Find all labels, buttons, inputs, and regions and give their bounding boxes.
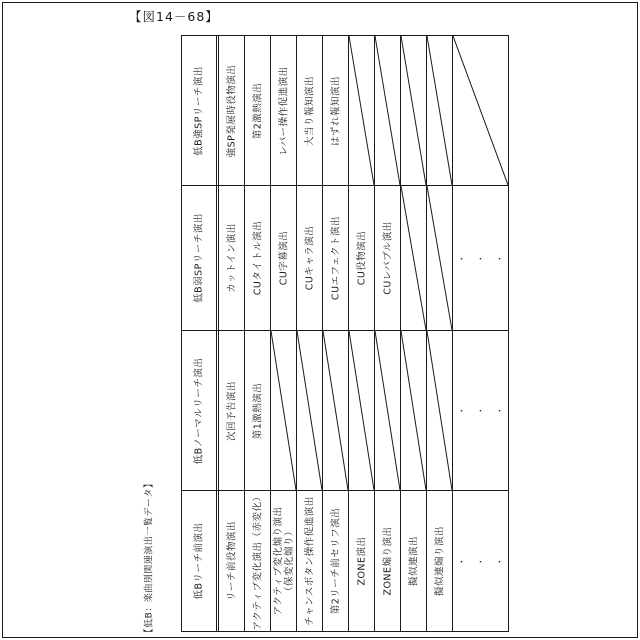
diagonal-strike-line	[323, 331, 348, 490]
cell-text	[226, 64, 237, 157]
crossed-out-cell	[453, 36, 508, 185]
diagonal-strike-line	[297, 331, 322, 490]
cell-text	[278, 231, 289, 286]
diagonal-strike-line	[401, 186, 426, 330]
cell-text-line: 強SP発展時役物演出	[226, 64, 237, 157]
table-cell	[375, 491, 401, 631]
cell-text-line: CU役物演出	[356, 230, 367, 286]
row-header-cell	[182, 186, 219, 330]
ellipsis-dots: ・・・	[457, 407, 515, 417]
cell-text-line: CUタイトル演出	[252, 220, 263, 296]
table-cell	[219, 186, 245, 330]
table-caption: 【低B：楽曲別関連演出一覧データ】	[144, 478, 155, 638]
diagonal-strike-line	[349, 331, 374, 490]
cell-text	[304, 226, 315, 291]
row-header-text: 低Bリーチ前演出	[193, 522, 205, 600]
table-cell	[375, 186, 401, 330]
cell-text	[408, 536, 419, 586]
cell-text-line: 擬似連演出	[408, 535, 419, 587]
diagonal-strike-line	[453, 36, 508, 185]
ellipsis-cell	[453, 186, 515, 330]
cell-text-line: 第2リーチ前セリフ演出	[330, 507, 341, 615]
crossed-out-cell	[323, 331, 349, 490]
cell-text	[252, 221, 263, 295]
cell-text	[382, 221, 393, 295]
table-cell	[245, 186, 271, 330]
cell-text	[382, 526, 393, 595]
crossed-out-cell	[271, 331, 297, 490]
cell-text-line: CUレバブル演出	[382, 221, 393, 295]
diagonal-strike-line	[349, 36, 374, 185]
table-row-band	[182, 36, 508, 186]
cell-text-line: 大当り報知演出	[304, 75, 315, 146]
cell-text	[330, 216, 341, 300]
cell-text-line: チャンスボタン操作促進演出	[304, 496, 315, 626]
cell-text-line: アクティブ変化演出（赤変化）	[252, 491, 263, 631]
ellipsis-dots: ・・・	[457, 254, 515, 265]
cell-text	[252, 492, 263, 631]
row-header-text: 低B強SPリーチ演出	[193, 65, 205, 156]
table-cell	[297, 36, 323, 185]
table-row-band	[182, 331, 515, 491]
crossed-out-cell	[375, 36, 401, 185]
diagonal-strike-line	[375, 331, 400, 490]
table-cell	[323, 491, 349, 631]
table-cell	[245, 331, 271, 490]
cell-text	[304, 75, 315, 145]
cell-text-line: 次回予告演出	[226, 380, 237, 441]
cell-text	[356, 536, 367, 585]
row-header-cell	[182, 491, 219, 631]
table-cell	[245, 36, 271, 185]
cell-text-line: CU字幕演出	[278, 230, 289, 286]
cell-text-line: CUエフェクト演出	[330, 215, 341, 301]
cell-text	[330, 508, 341, 615]
table-row-band	[182, 186, 515, 331]
crossed-out-cell	[349, 331, 375, 490]
crossed-out-cell	[401, 36, 427, 185]
cell-text-line: CUキャラ演出	[304, 225, 315, 291]
cell-text	[226, 521, 237, 601]
cell-text	[304, 496, 315, 625]
table-cell	[219, 331, 245, 490]
table-cell	[349, 491, 375, 631]
cell-text	[273, 507, 295, 616]
row-header-cell	[182, 36, 219, 185]
table-row-band	[182, 491, 515, 631]
diagonal-strike-line	[271, 331, 296, 490]
table-cell	[401, 491, 427, 631]
table-cell	[271, 36, 297, 185]
table-cell	[323, 36, 349, 185]
table-cell	[349, 186, 375, 330]
cell-text-line: （保変化煽り）	[283, 526, 295, 597]
row-header-text: 低B弱SPリーチ演出	[193, 213, 205, 303]
cell-text	[434, 526, 445, 596]
diagonal-strike-line	[401, 36, 426, 185]
cell-text-line: ZONE煽り演出	[382, 526, 393, 596]
cell-text-line: 第2激熱演出	[252, 82, 263, 139]
diagonal-strike-line	[375, 36, 400, 185]
crossed-out-cell	[375, 331, 401, 490]
table-cell	[323, 186, 349, 330]
crossed-out-cell	[297, 331, 323, 490]
cell-text-line: 擬似連煽り演出	[434, 525, 445, 597]
table-cell	[297, 491, 323, 631]
cell-text	[252, 382, 263, 439]
crossed-out-cell	[427, 36, 453, 185]
crossed-out-cell	[349, 36, 375, 185]
cell-text	[330, 75, 341, 145]
cell-text-line: アクティブ変化煽り演出	[272, 506, 284, 616]
cell-text-line: はずれ報知演出	[330, 75, 341, 146]
effect-list-table	[181, 35, 515, 632]
cell-text-line: 第1激熱演出	[252, 382, 263, 439]
table-cell	[271, 186, 297, 330]
cell-text-line: リーチ前役物演出	[226, 520, 237, 602]
cell-text	[252, 82, 263, 139]
table-cell	[219, 36, 245, 185]
cell-text	[356, 231, 367, 286]
diagonal-strike-line	[427, 36, 452, 185]
crossed-out-cell	[401, 331, 427, 490]
row-header-cell	[182, 331, 219, 490]
cell-text-line: カットイン演出	[226, 223, 237, 293]
cell-text	[226, 223, 237, 292]
cell-text-line: レバー操作促進演出	[278, 65, 289, 156]
table-cell	[271, 491, 297, 631]
cell-text	[278, 66, 289, 155]
table-cell	[219, 491, 245, 631]
cell-text	[226, 380, 237, 440]
crossed-out-cell	[401, 186, 427, 330]
ellipsis-cell	[453, 331, 515, 490]
ellipsis-cell	[453, 491, 515, 631]
diagonal-strike-line	[401, 331, 426, 490]
table-cell	[297, 186, 323, 330]
figure-label: 【図14－68】	[129, 9, 219, 24]
table-cell	[245, 491, 271, 631]
cell-text-line: ZONE演出	[356, 536, 367, 586]
ellipsis-dots: ・・・	[457, 557, 515, 568]
row-header-text: 低Bノーマルリーチ演出	[193, 357, 205, 464]
